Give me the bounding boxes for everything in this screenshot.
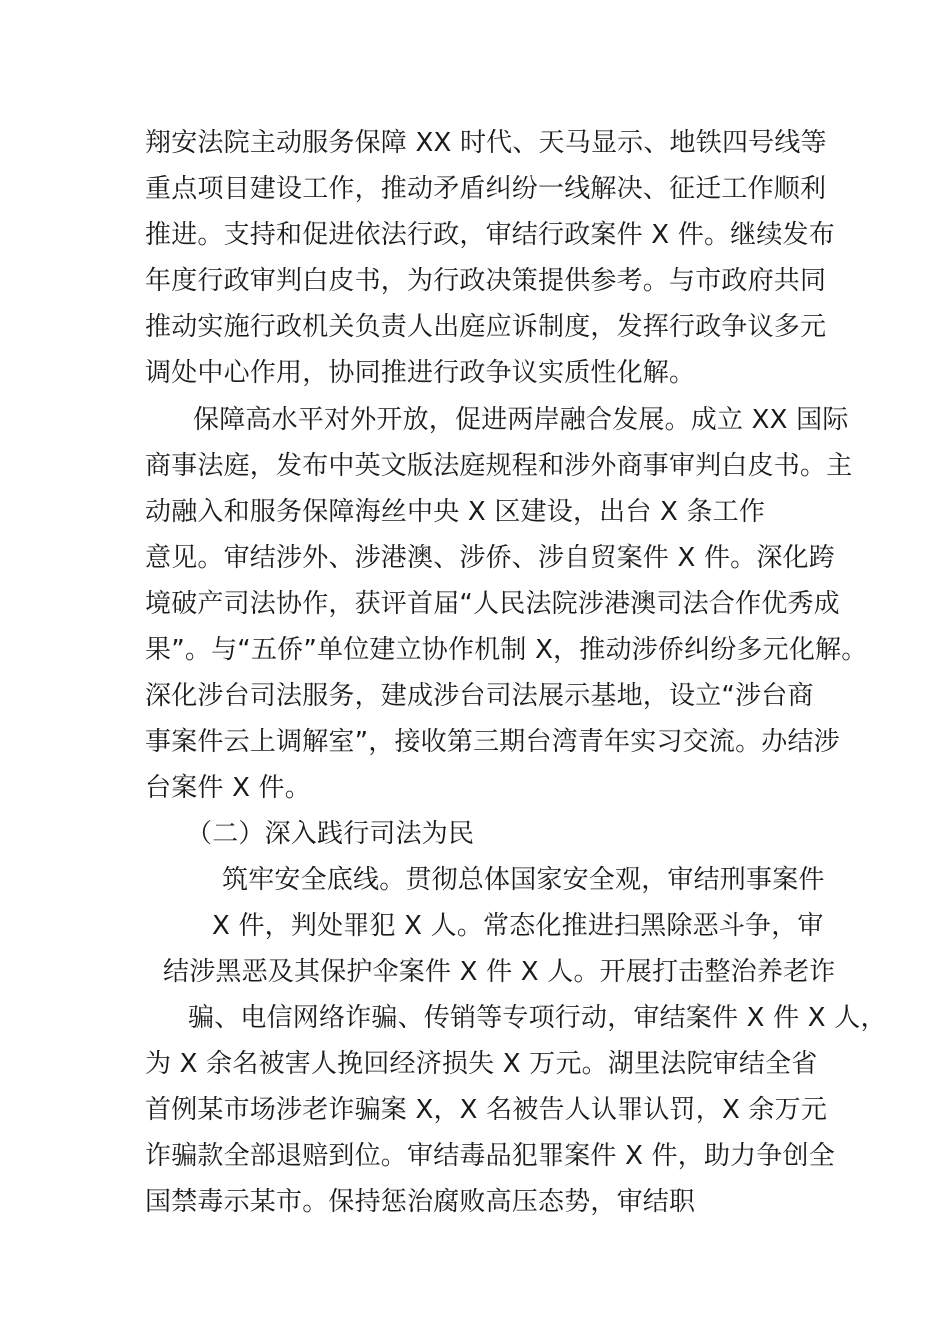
text-line-24: 国禁毒示某市。保持惩治腐败高压态势，审结职 — [145, 1187, 696, 1217]
text-line-9: 动融入和服务保障海丝中央 X 区建设，出台 X 条工作 — [145, 497, 766, 527]
text-line-10: 意见。审结涉外、涉港澳、涉侨、涉自贸案件 X 件。深化跨 — [145, 543, 835, 573]
text-line-18: X 件，判处罪犯 X 人。常态化推进扫黑除恶斗争，审 — [212, 911, 824, 941]
section-heading: （二）深入践行司法为民 — [186, 819, 475, 849]
text-line-23: 诈骗款全部退赔到位。审结毒品犯罪案件 X 件，助力争创全 — [145, 1141, 835, 1171]
text-line-1: 翔安法院主动服务保障 XX 时代、天马显示、地铁四号线等 — [145, 128, 827, 158]
text-line-11: 境破产司法协作，获评首届“人民法院涉港澳司法合作优秀成 — [145, 589, 840, 619]
text-line-2: 重点项目建设工作，推动矛盾纠纷一线解决、征迁工作顺利 — [145, 174, 827, 204]
text-line-8: 商事法庭，发布中英文版法庭规程和涉外商事审判白皮书。主 — [145, 451, 853, 481]
text-line-3: 推进。支持和促进依法行政，审结行政案件 X 件。继续发布 — [145, 220, 835, 250]
text-line-15: 台案件 X 件。 — [145, 773, 311, 803]
text-line-19: 结涉黑恶及其保护伞案件 X 件 X 人。开展打击整治养老诈 — [163, 957, 836, 987]
text-line-6: 调处中心作用，协同推进行政争议实质性化解。 — [145, 358, 696, 388]
text-line-4: 年度行政审判白皮书，为行政决策提供参考。与市政府共同 — [145, 266, 827, 296]
text-line-14: 事案件云上调解室”，接收第三期台湾青年实习交流。办结涉 — [145, 727, 840, 757]
text-line-12: 果”。与“五侨”单位建立协作机制 X，推动涉侨纠纷多元化解。 — [145, 635, 868, 665]
text-line-20: 骗、电信网络诈骗、传销等专项行动，审结案件 X 件 X 人， — [188, 1003, 887, 1033]
text-line-5: 推动实施行政机关负责人出庭应诉制度，发挥行政争议多元 — [145, 312, 827, 342]
text-line-21: 为 X 余名被害人挽回经济损失 X 万元。湖里法院审结全省 — [145, 1049, 818, 1079]
text-line-22: 首例某市场涉老诈骗案 X，X 名被告人认罪认罚，X 余万元 — [145, 1095, 828, 1125]
paragraph-start-line-2: 筑牢安全底线。贯彻总体国家安全观，审结刑事案件 — [222, 865, 825, 895]
text-line-13: 深化涉台司法服务，建成涉台司法展示基地，设立“涉台商 — [145, 681, 814, 711]
paragraph-start-line: 保障高水平对外开放，促进两岸融合发展。成立 XX 国际 — [193, 405, 849, 435]
